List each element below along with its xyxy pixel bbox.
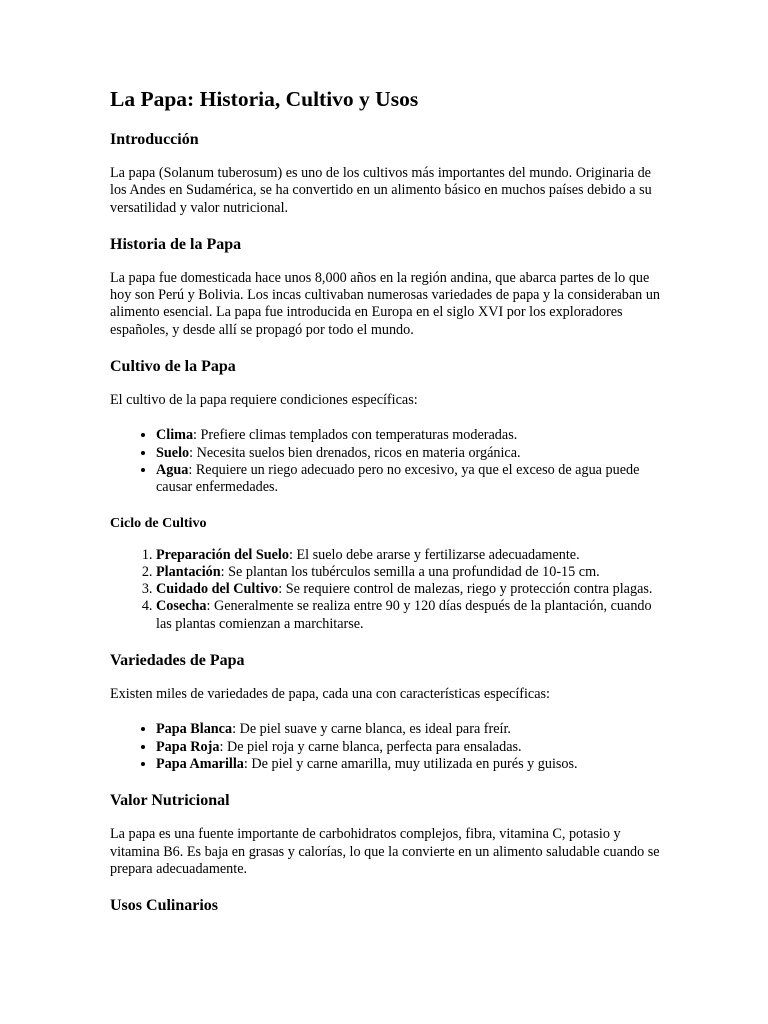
list-item-desc: : Requiere un riego adecuado pero no excesivo, ya que el exceso de agua puede causar enfermedades. [156,461,640,496]
list-item-term: Papa Amarilla [156,755,244,772]
variedades-heading: Variedades de Papa [110,652,245,670]
historia-paragraph: La papa fue domesticada hace unos 8,000 años en la región andina, que abarca partes de lo que hoy son Perú y Bolivia. Los incas cultivaban numerosas variedades de papa y la consideraban un alimento esencial. La papa fue introducida en Europa en el siglo XVI por los exploradores españoles, y desde allí se propagó por todo el mundo. [110,269,661,338]
list-item-term: Suelo [156,444,190,461]
document-title: La Papa: Historia, Cultivo y Usos [110,87,419,111]
list-item-desc: : De piel suave y carne blanca, es ideal para freír. [232,721,511,738]
list-item-term: Plantación [156,563,221,580]
list-item-desc: : Se plantan los tubérculos semilla a una profundidad de 10-15 cm. [220,563,600,580]
list-item-term: Clima [156,427,194,444]
document-page [110,84,670,931]
historia-heading: Historia de la Papa [110,235,242,253]
list-item-desc: : Se requiere control de malezas, riego y protección contra plagas. [278,581,653,598]
list-item-desc: : Necesita suelos bien drenados, ricos en materia orgánica. [189,444,521,461]
list-item-desc: : De piel roja y carne blanca, perfecta para ensaladas. [219,738,522,755]
intro-heading: Introducción [110,131,199,148]
list-item-desc: : De piel y carne amarilla, muy utilizada en purés y guisos. [243,755,578,772]
list-item-desc: : Prefiere climas templados con temperaturas moderadas. [193,427,518,444]
intro-paragraph: La papa (Solanum tuberosum) es uno de los cultivos más importantes del mundo. Originaria de los Andes en Sudamérica, se ha convertido en un alimento básico en muchos países debido a su versatilidad y valor nutricional. [110,165,652,216]
list-item [156,756,670,773]
list-item [156,721,670,738]
list-item [156,427,670,444]
list-item [156,739,670,756]
cultivo-heading: Cultivo de la Papa [110,358,236,376]
usos-heading: Usos Culinarios [110,897,219,915]
list-item [156,445,670,462]
nutricional-heading: Valor Nutricional [110,792,230,810]
list-item-term: Papa Roja [156,738,220,755]
nutricional-paragraph: La papa es una fuente importante de carbohidratos complejos, fibra, vitamina C, potasio y vitamina B6. Es baja en grasas y calorías, lo que la convierte en un alimento saludable cuando se prepara adecuadamente. [110,826,660,877]
list-item-desc: : El suelo debe ararse y fertilizarse adecuadamente. [288,546,580,563]
cultivo-paragraph: El cultivo de la papa requiere condiciones específicas: [110,392,418,409]
list-item [156,564,670,581]
variedades-paragraph: Existen miles de variedades de papa, cada una con características específicas: [110,686,550,703]
cultivo-conditions-list [110,427,670,496]
list-item-term: Papa Blanca [156,721,233,738]
list-item-term: Cuidado del Cultivo [156,581,279,598]
list-item-desc: : Generalmente se realiza entre 90 y 120 días después de la plantación, cuando las plantas comienzan a marchitarse. [156,598,652,632]
list-item [156,581,670,598]
list-item [156,462,670,497]
list-item-term: Agua [156,461,189,478]
variedades-list [110,721,670,773]
list-item [156,598,670,633]
list-item [156,547,670,564]
list-item-term: Preparación del Suelo [156,546,289,563]
ciclo-list [110,547,670,633]
list-item-term: Cosecha [156,598,207,615]
ciclo-heading: Ciclo de Cultivo [110,515,207,531]
